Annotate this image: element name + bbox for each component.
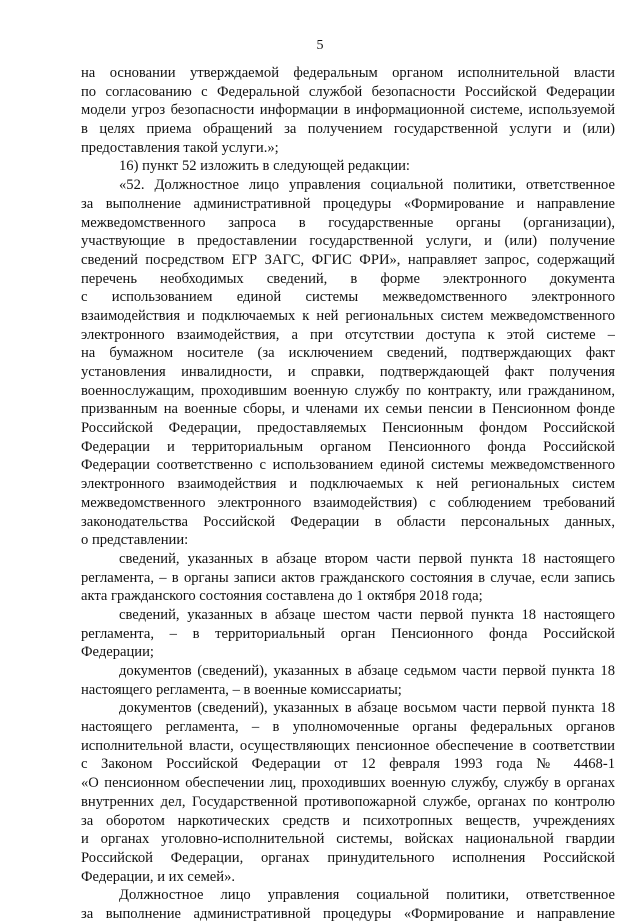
- text-line: 16) пункт 52 изложить в следующей редакции:: [119, 158, 410, 175]
- text-line: Должностное лицо управления социальной политики, ответственное: [119, 887, 615, 904]
- text-line: «О пенсионном обеспечении лиц, проходивших военную службу, службу в органах: [81, 775, 615, 792]
- text-line: Российской Федерации, органах принудительного исполнения Российской: [81, 849, 615, 866]
- text-line: за выполнение административной процедуры «Формирование и направление: [81, 905, 615, 922]
- text-line: с использованием единой системы межведомственного электронного: [81, 289, 615, 306]
- text-line: и органах уголовно-исполнительной системы, войсках национальной гвардии: [81, 831, 615, 848]
- text-line: сведений, указанных в абзаце втором части первой пункта 18 настоящего: [119, 550, 615, 567]
- text-line: на бумажном носителе (за исключением сведений, подтверждающих факт: [81, 345, 615, 362]
- text-line: настоящего регламента, – в уполномоченные органы федеральных органов: [81, 719, 615, 736]
- text-line: Федерации, и их семей».: [81, 868, 236, 885]
- text-line: сведений посредством ЕГР ЗАГС, ФГИС ФРИ», направляет запрос, содержащий: [81, 251, 615, 268]
- text-line: военнослужащим, проходившим военную службу по контракту, или гражданином,: [81, 382, 615, 399]
- text-line: о представлении:: [81, 532, 189, 549]
- text-line: законодательства Российской Федерации в области персональных данных,: [81, 513, 615, 530]
- text-line: перечень необходимых сведений, в форме электронного документа: [81, 270, 615, 287]
- text-line: призванным на военные сборы, и членами их семьи пенсии в Пенсионном фонде: [81, 401, 615, 418]
- text-line: настоящего регламента, – в военные комиссариаты;: [81, 681, 402, 698]
- text-line: межведомственного электронного взаимодействия) с соблюдением требований: [81, 494, 615, 511]
- document-body: [81, 64, 615, 924]
- text-line: регламента, – в органы записи актов гражданского состояния в случае, если запись: [81, 569, 615, 586]
- text-line: в целях приема обращений за получением государственной услуги и (или): [81, 121, 615, 138]
- text-line: документов (сведений), указанных в абзаце седьмом части первой пункта 18: [119, 663, 615, 679]
- page-number: 5: [316, 38, 324, 53]
- text-line: электронного взаимодействия, а при отсутствии доступа к этой системе –: [81, 326, 615, 343]
- text-line: модели угроз безопасности информации в информационной системе, используемой: [81, 102, 615, 119]
- text-line: электронного взаимодействия и подключаемых к ней региональных систем: [81, 476, 615, 493]
- text-line: участвующие в предоставлении государственной услуги, и (или) получение: [81, 233, 615, 250]
- text-line: Федерации соответственно с использованием единой системы межведомственного: [81, 457, 615, 474]
- text-line: установления инвалидности, и справки, подтверждающей факт получения: [81, 364, 615, 380]
- text-line: внутренних дел, Государственной противопожарной службе, органах по контролю: [81, 793, 615, 810]
- text-line: на основании утверждаемой федеральным органом исполнительной власти: [81, 65, 615, 81]
- text-line: «52. Должностное лицо управления социальной политики, ответственное: [119, 177, 615, 194]
- text-line: взаимодействия и подключаемых к ней региональных систем межведомственного: [81, 307, 615, 324]
- text-line: регламента, – в территориальный орган Пенсионного фонда Российской: [81, 625, 615, 642]
- text-line: документов (сведений), указанных в абзаце восьмом части первой пункта 18: [119, 700, 615, 717]
- text-line: межведомственного запроса в государственные органы (организации),: [81, 214, 615, 231]
- text-line: Российской Федерации, предоставляемых Пенсионным фондом Российской: [81, 420, 615, 437]
- text-line: сведений, указанных в абзаце шестом части первой пункта 18 настоящего: [119, 606, 615, 623]
- text-line: за выполнение административной процедуры «Формирование и направление: [81, 195, 615, 212]
- text-line: предоставления такой услуги.»;: [81, 139, 279, 156]
- text-line: исполнительной власти, осуществляющих пенсионное обеспечение в соответствии: [81, 737, 615, 754]
- text-line: Федерации;: [81, 644, 154, 661]
- text-line: с Законом Российской Федерации от 12 февраля 1993 года № 4468-1: [81, 756, 615, 773]
- text-line: по согласованию с Федеральной службой безопасности Российской Федерации: [81, 83, 615, 100]
- text-line: за оборотом наркотических средств и психотропных веществ, учреждениях: [81, 812, 615, 829]
- text-line: Федерации и территориальным органом Пенсионного фонда Российской: [81, 438, 615, 455]
- text-line: акта гражданского состояния составлена до 1 октября 2018 года;: [81, 588, 483, 605]
